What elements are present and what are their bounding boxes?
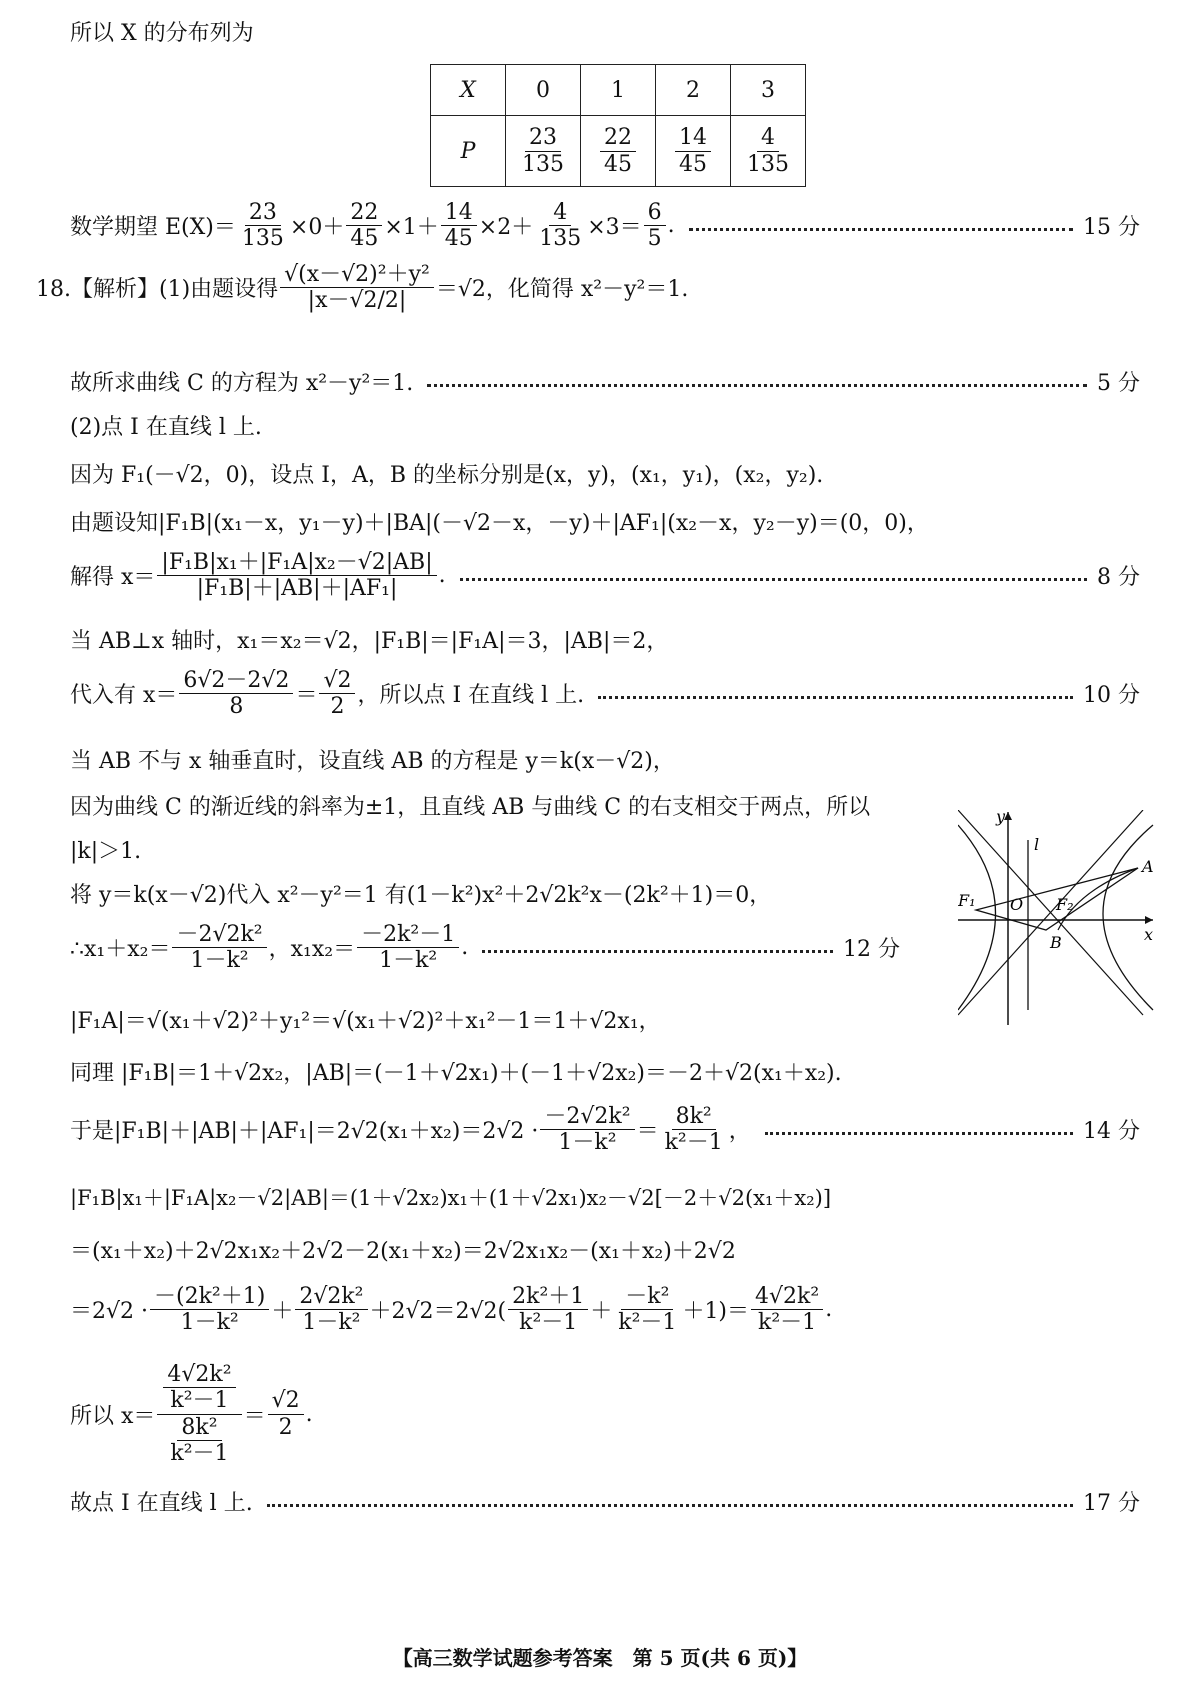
point-a-label: A xyxy=(1142,857,1154,876)
text-line: ＝(x₁＋x₂)＋2√2x₁x₂＋2√2－2(x₁＋x₂)＝2√2x₁x₂－(x₁＋x₂)＋2√2 xyxy=(70,1239,736,1264)
table-row xyxy=(431,65,806,116)
leader-dots xyxy=(427,384,1087,387)
x-cell: 1 xyxy=(581,65,656,116)
text-line: 因为 F₁(－√2，0)，设点 I，A，B 的坐标分别是(x，y)，(x₁，y₁)，(x₂，y₂). xyxy=(70,463,824,488)
text-line: 于是|F₁B|＋|AB|＋|AF₁|＝2√2(x₁＋x₂)＝2√2 · $\frac{\text{－2√2k²}}{\text{1－k²}}$ ＝ $\frac{\text{8k²}}{\text{k²－1}}$ ， 14 分 xyxy=(70,1104,1140,1156)
leader-dots xyxy=(598,696,1073,699)
text-line: 将 y＝k(x－√2)代入 x²－y²＝1 有(1－k²)x²＋2√2k²x－(2k²＋1)＝0， xyxy=(70,883,772,908)
text-line: |F₁A|＝√(x₁＋√2)²＋y₁²＝√(x₁＋√2)²＋x₁²－1＝1＋√2x₁， xyxy=(70,1009,661,1034)
hyperbola-figure xyxy=(958,810,1158,1030)
score: 8 分 xyxy=(1097,565,1140,591)
leader-dots xyxy=(267,1504,1073,1507)
distribution-table xyxy=(430,64,806,187)
text-line: 代入有 x＝ $\frac{6√2-2√2}{8}$ ＝ $\frac{√2}{2}$ ，所以点 I 在直线 l 上. 10 分 xyxy=(70,668,1140,720)
text-line: 故点 I 在直线 l 上. 17 分 xyxy=(70,1486,1140,1517)
score: 10 分 xyxy=(1083,683,1140,709)
expectation-formula: 数学期望 E(X)＝ $\frac{23}{135}$ ×0＋ $\frac{22}{45}$ ×1＋ $\frac{14}{45}$ ×2＋ $\frac{4}{135}$ ×3＝ $\frac{6}{5}$ . xyxy=(70,200,675,252)
f1-label: F₁ xyxy=(958,891,976,910)
x-axis-label: x xyxy=(1144,925,1154,944)
x-cell: 3 xyxy=(731,65,806,116)
y-axis-label: y xyxy=(996,810,1006,826)
score: 14 分 xyxy=(1083,1119,1140,1145)
p-cell: $\frac{23}{135}$ xyxy=(506,116,581,187)
text-line: |F₁B|x₁＋|F₁A|x₂－√2|AB|＝(1＋√2x₂)x₁＋(1＋√2x₁)x₂－√2[－2＋√2(x₁＋x₂)] xyxy=(70,1186,832,1210)
origin-label: O xyxy=(1010,895,1024,914)
q18-fraction: $\frac{\text{√(x－√2)²＋y²}}{|x-√2/2|}$ xyxy=(280,262,434,314)
line-l-label: l xyxy=(1034,835,1040,854)
text-line: 所以 x＝ $\frac{\frac{\text{4√2k²}}{\text{k²－1}}}{\frac{\text{8k²}}{\text{k²－1}}}$ ＝ $\frac{√2}{2}$ . xyxy=(70,1362,313,1466)
text-line: 解得 x＝ $\frac{\text{|F₁B|x₁＋|F₁A|x₂－√2|AB|}}{\text{|F₁B|＋|AB|＋|AF₁|}}$ . 8 分 xyxy=(70,550,1140,602)
leader-dots xyxy=(765,1132,1073,1135)
text-line: 故所求曲线 C 的方程为 x²－y²＝1. 5 分 xyxy=(70,366,1140,397)
text-line: 由题设知|F₁B|(x₁－x，y₁－y)＋|BA|(－√2－x，－y)＋|AF₁|(x₂－x，y₂－y)＝(0，0)， xyxy=(70,511,929,536)
q18-rest: ＝√2，化简得 x²－y²＝1. xyxy=(435,277,689,303)
leader-dots xyxy=(460,578,1087,581)
q18-label: 18.【解析】(1)由题设得 xyxy=(36,277,279,303)
p-cell: $\frac{4}{135}$ xyxy=(731,116,806,187)
score: 17 分 xyxy=(1083,1491,1140,1516)
intro-text: 所以 X 的分布列为 xyxy=(70,21,254,46)
text-line: ＝2√2 · $\frac{\text{－(2k²＋1)}}{\text{1－k²}}$ ＋ $\frac{\text{2√2k²}}{\text{1－k²}}$ ＋2√2＝2√2( $\frac{\text{2k²＋1}}{\text{k²－1}}$ ＋ $\frac{\text{－k²}}{\text{k²－1}}$ ＋1)＝ $\frac{\text{4√2k²}}{\text{k²－1}}$ . xyxy=(70,1284,833,1336)
score: 15 分 xyxy=(1083,215,1140,241)
x-cell: 0 xyxy=(506,65,581,116)
x-cell: 2 xyxy=(656,65,731,116)
table-row xyxy=(431,116,806,187)
leader-dots xyxy=(482,950,833,953)
leader-dots xyxy=(689,228,1073,231)
text-line: 当 AB 不与 x 轴垂直时，设直线 AB 的方程是 y＝k(x－√2)， xyxy=(70,749,675,774)
text-line: (2)点 I 在直线 l 上. xyxy=(70,415,262,440)
p-cell: $\frac{22}{45}$ xyxy=(581,116,656,187)
x-header: X xyxy=(431,65,506,116)
text-line: 当 AB⊥x 轴时，x₁＝x₂＝√2，|F₁B|＝|F₁A|＝3，|AB|＝2， xyxy=(70,629,669,654)
text-line: 因为曲线 C 的渐近线的斜率为±1，且直线 AB 与曲线 C 的右支相交于两点，所以 xyxy=(70,795,871,820)
text-line: 同理 |F₁B|＝1＋√2x₂，|AB|＝(－1＋√2x₁)＋(－1＋√2x₂)＝－2＋√2(x₁＋x₂). xyxy=(70,1061,842,1086)
point-b-label: B xyxy=(1050,933,1062,952)
page-footer: 【高三数学试题参考答案 第 5 页(共 6 页)】 xyxy=(392,1646,808,1670)
text-line: |k|＞1. xyxy=(70,839,142,864)
q18-line xyxy=(36,262,1140,314)
expectation-line xyxy=(70,200,1140,252)
score: 5 分 xyxy=(1097,371,1140,396)
score: 12 分 xyxy=(843,937,900,963)
text-line: ∴x₁＋x₂＝ $\frac{\text{－2√2k²}}{\text{1－k²}}$ ，x₁x₂＝ $\frac{\text{－2k²－1}}{\text{1－k²}}$ . 12 分 xyxy=(70,922,900,974)
f2-label: F₂ xyxy=(1056,895,1074,914)
p-cell: $\frac{14}{45}$ xyxy=(656,116,731,187)
p-header: P xyxy=(431,116,506,187)
intro-line xyxy=(70,16,1140,47)
